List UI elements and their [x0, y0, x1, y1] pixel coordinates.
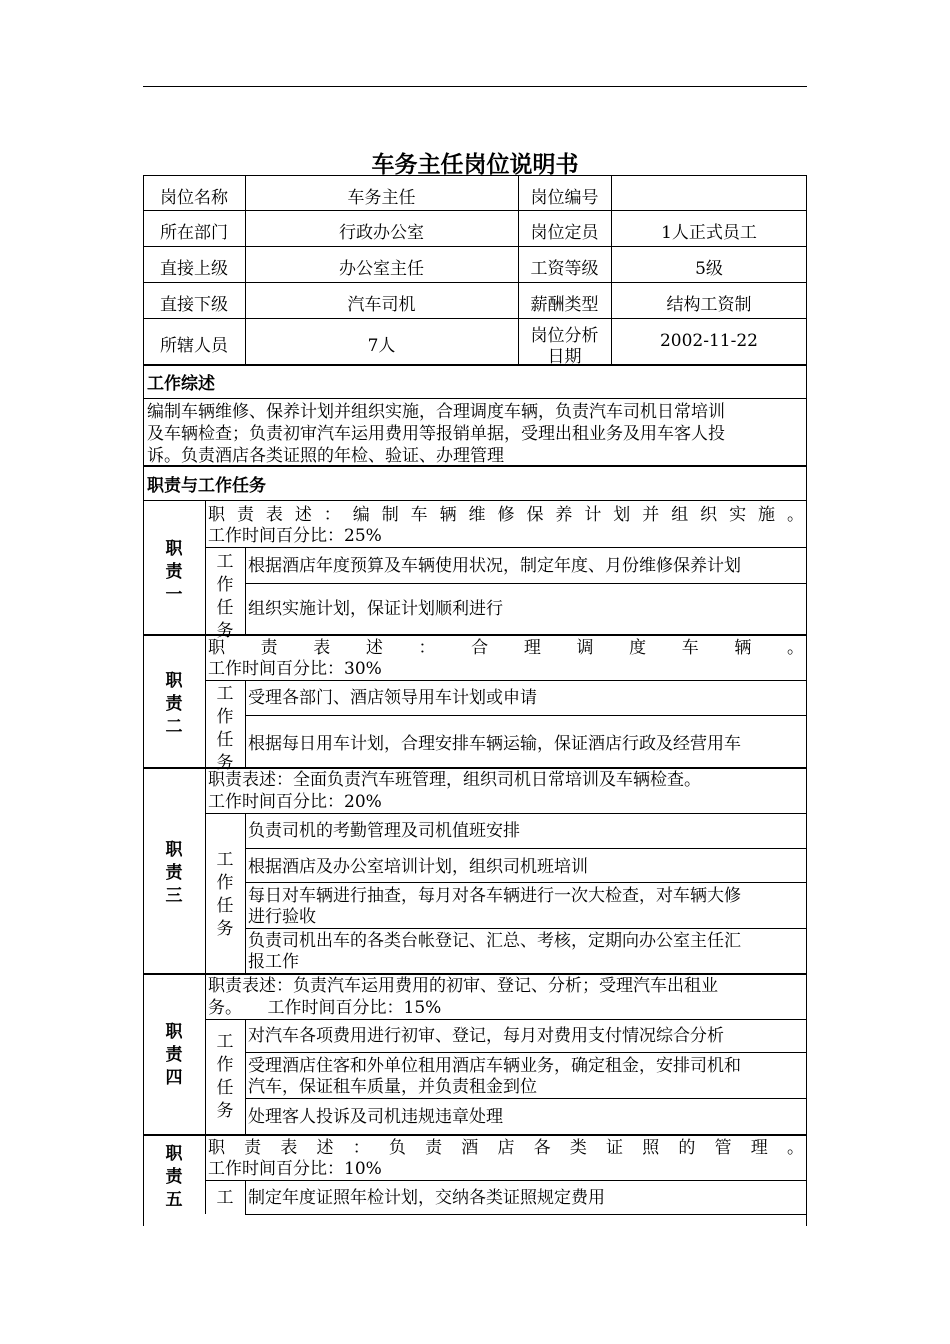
info-label-analysis-date-2: 日期 [547, 347, 582, 367]
info-label-subordinate: 直接下级 [160, 295, 228, 315]
info-label-headcount: 岗位定员 [530, 223, 599, 243]
duty-4-desc: 职责表述：负责汽车运用费用的初审、登记、分析；受理汽车出租业 [208, 976, 718, 996]
duty-1-time: 工作时间百分比：25% [208, 526, 382, 546]
duty-1-task-1: 根据酒店年度预算及车辆使用状况，制定年度、月份维修保养计划 [248, 556, 741, 576]
duty-5-label: 职 责 五 [165, 1144, 183, 1210]
info-label-analysis-date-1: 岗位分析 [530, 326, 599, 346]
info-label-salary-grade: 工资等级 [530, 259, 599, 279]
duty-1-desc: 职责表述：编制车辆维修保养计划并组织实施。 [208, 505, 804, 525]
duty-2-task-2: 根据每日用车计划，合理安排车辆运输，保证酒店行政及经营用车 [248, 734, 741, 754]
summary-heading: 工作综述 [147, 374, 215, 394]
info-value-analysis-date: 2002-11-22 [659, 331, 758, 351]
duty-3-task-2: 根据酒店及办公室培训计划，组织司机班培训 [248, 857, 588, 877]
duties-heading: 职责与工作任务 [147, 476, 266, 496]
duty-3-task-3-line-2: 进行验收 [248, 907, 316, 927]
info-value-dept: 行政办公室 [339, 223, 424, 243]
info-label-dept: 所在部门 [160, 223, 228, 243]
duty-5-task-label: 工 [216, 1188, 234, 1208]
duty-2-task-label: 工 作 任 务 [216, 684, 234, 773]
duty-3-task-3-line-1: 每日对车辆进行抽查，每月对各车辆进行一次大检查，对车辆大修 [248, 886, 741, 906]
duty-2-label: 职 责 二 [165, 671, 183, 737]
duty-3-task-1: 负责司机的考勤管理及司机值班安排 [248, 821, 520, 841]
duty-5-task-1: 制定年度证照年检计划，交纳各类证照规定费用 [248, 1188, 605, 1208]
duty-2-task-1: 受理各部门、酒店领导用车计划或申请 [248, 688, 537, 708]
info-label-superior: 直接上级 [160, 259, 228, 279]
page-title: 车务主任岗位说明书 [371, 152, 579, 178]
duty-3-time: 工作时间百分比：20% [208, 792, 382, 812]
duty-5-desc: 职责表述：负责酒店各类证照的管理。 [208, 1138, 804, 1158]
info-label-staff: 所辖人员 [160, 336, 228, 356]
info-value-pay-type: 结构工资制 [666, 295, 752, 315]
duty-3-task-4-line-2: 报工作 [248, 952, 299, 972]
info-value-superior: 办公室主任 [339, 259, 424, 279]
duty-4-time: 务。 工作时间百分比：15% [208, 998, 442, 1018]
info-value-staff: 7人 [367, 336, 396, 356]
info-label-post-name: 岗位名称 [160, 188, 228, 208]
duty-4-task-2-line-2: 汽车，保证租车质量，并负责租金到位 [248, 1077, 537, 1097]
info-value-post-name: 车务主任 [347, 188, 416, 208]
duty-5-time: 工作时间百分比：10% [208, 1159, 382, 1179]
summary-line-3: 诉。负责酒店各类证照的年检、验证、办理管理 [147, 446, 504, 466]
duty-4-task-2-line-1: 受理酒店住客和外单位租用酒店车辆业务，确定租金，安排司机和 [248, 1056, 741, 1076]
duty-4-task-3: 处理客人投诉及司机违规违章处理 [248, 1107, 503, 1127]
duty-3-task-label: 工 作 任 务 [216, 850, 234, 939]
duty-1-task-label: 工 作 任 务 [216, 552, 234, 641]
duty-1-label: 职 责 一 [165, 539, 183, 605]
info-label-post-no: 岗位编号 [530, 188, 599, 208]
duty-3-desc: 职责表述：全面负责汽车班管理，组织司机日常培训及车辆检查。 [208, 770, 701, 790]
duty-1-task-2: 组织实施计划，保证计划顺利进行 [248, 599, 503, 619]
duty-4-task-1: 对汽车各项费用进行初审、登记，每月对费用支付情况综合分析 [248, 1026, 724, 1046]
info-value-headcount: 1人正式员工 [661, 223, 757, 243]
duty-2-time: 工作时间百分比：30% [208, 659, 382, 679]
duty-4-task-label: 工 作 任 务 [216, 1032, 234, 1121]
info-value-salary-grade: 5级 [695, 259, 723, 279]
summary-line-2: 及车辆检查；负责初审汽车运用费用等报销单据，受理出租业务及用车客人投 [147, 424, 725, 444]
header-rule [143, 86, 807, 87]
duty-4-label: 职 责 四 [165, 1022, 183, 1088]
duty-3-label: 职 责 三 [165, 840, 183, 906]
duty-2-desc: 职责表述：合理调度车辆。 [208, 638, 804, 658]
duty-3-task-4-line-1: 负责司机出车的各类台帐登记、汇总、考核，定期向办公室主任汇 [248, 931, 741, 951]
info-value-subordinate: 汽车司机 [347, 295, 416, 315]
summary-line-1: 编制车辆维修、保养计划并组织实施，合理调度车辆，负责汽车司机日常培训 [147, 402, 725, 422]
info-label-pay-type: 薪酬类型 [530, 295, 599, 315]
